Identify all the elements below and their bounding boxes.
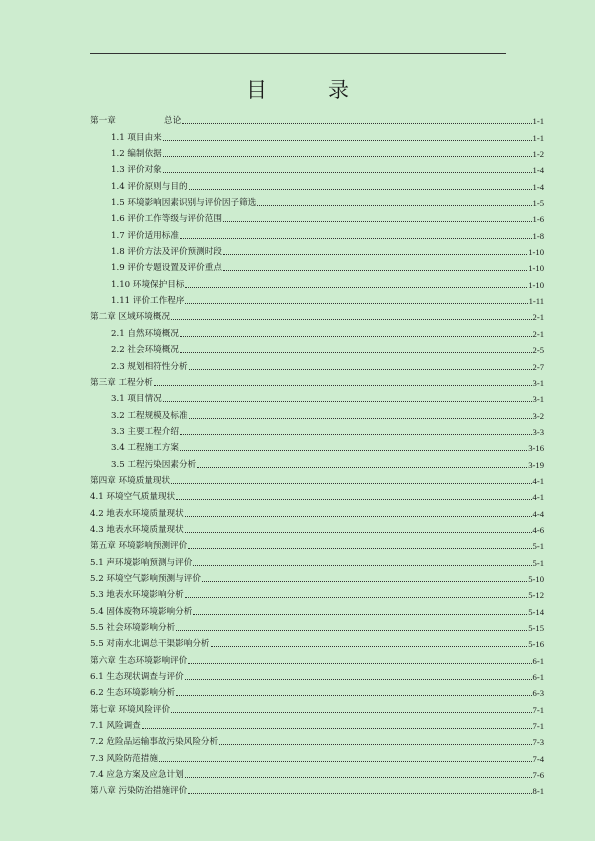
toc-entry[interactable] — [90, 175, 544, 191]
toc-entry-label: 5.5 社会环境影响分析 — [90, 623, 176, 633]
toc-leader-dots — [180, 238, 532, 239]
toc-entry[interactable] — [90, 715, 544, 731]
toc-entry-label: 5.2 环境空气影响预测与评价 — [90, 573, 201, 584]
toc-page-number: 1-4 — [532, 181, 544, 192]
toc-page-number: 7-1 — [532, 704, 544, 715]
toc-entry-label: 1.4 评价原则与目的 — [111, 181, 188, 192]
toc-entry-label: 1.5 环境影响因素识别与评价因子筛选 — [111, 198, 257, 209]
toc-page-number: 8-1 — [532, 786, 544, 797]
toc-leader-dots — [182, 123, 531, 124]
toc-page-number: 2-1 — [532, 328, 544, 339]
toc-leader-dots — [180, 450, 527, 451]
toc-entry[interactable] — [90, 143, 544, 159]
toc-entry-label: 1.3 评价对象 — [111, 165, 162, 176]
toc-page-number: 2-1 — [532, 312, 544, 323]
toc-entry[interactable] — [90, 388, 544, 404]
toc-entry-label: 5.5 对南水北调总干渠影响分析 — [90, 639, 210, 650]
toc-page-number: 1-1 — [532, 116, 544, 127]
toc-entry[interactable] — [90, 470, 544, 486]
toc-entry[interactable] — [90, 159, 544, 175]
toc-entry[interactable] — [90, 519, 544, 535]
toc-entry[interactable] — [90, 747, 544, 763]
toc-page-number: 5-1 — [532, 557, 544, 568]
page-title: 目 录 — [246, 78, 369, 102]
toc-leader-dots — [176, 695, 531, 696]
toc-entry-label: 1.10 环境保护目标 — [111, 279, 185, 290]
toc-entry[interactable] — [90, 633, 544, 649]
toc-page-number: 4-6 — [532, 524, 544, 535]
toc-leader-dots — [188, 548, 531, 549]
toc-entry-label: 1.2 编制依据 — [111, 149, 162, 160]
toc-leader-dots — [189, 418, 532, 419]
toc-page-number: 3-19 — [528, 459, 544, 470]
toc-page-number: 3-2 — [532, 410, 544, 421]
toc-entry-label: 6.1 生态现状调查与评价 — [90, 672, 184, 683]
toc-leader-dots — [154, 385, 532, 386]
toc-leader-dots — [176, 630, 527, 631]
toc-entry-label: 第三章 工程分析 — [90, 377, 153, 388]
toc-entry-label: 5.1 声环境影响预测与评价 — [90, 557, 193, 568]
toc-page-number: 5-12 — [528, 590, 544, 601]
toc-entry[interactable] — [90, 273, 544, 289]
toc-entry[interactable] — [90, 764, 544, 780]
toc-entry-label: 第二章 区域环境概况 — [90, 312, 171, 323]
toc-entry-label: 3.1 项目情况 — [111, 394, 162, 405]
toc-leader-dots — [171, 319, 531, 320]
toc-entry-label: 4.1 环境空气质量现状 — [90, 492, 176, 503]
toc-page-number: 1-10 — [528, 263, 544, 274]
toc-page-number: 1-10 — [528, 247, 544, 258]
toc-page-number: 1-2 — [532, 149, 544, 160]
header-rule — [90, 53, 506, 54]
toc-entry[interactable] — [90, 437, 544, 453]
toc-entry[interactable] — [90, 453, 544, 469]
toc-page-number: 1-1 — [532, 132, 544, 143]
toc-leader-dots — [223, 270, 527, 271]
toc-entry-label: 3.2 工程规模及标准 — [111, 410, 188, 421]
toc-leader-dots — [159, 761, 532, 762]
toc-entry[interactable] — [90, 257, 544, 273]
toc-entry-label: 6.2 生态环境影响分析 — [90, 688, 176, 699]
toc-chapter-title: 总论 — [164, 116, 182, 127]
toc-leader-dots — [189, 369, 532, 370]
toc-entry[interactable] — [90, 224, 544, 240]
toc-entry[interactable] — [90, 306, 544, 322]
toc-leader-dots — [185, 303, 527, 304]
toc-page-number: 4-1 — [532, 492, 544, 503]
toc-leader-dots — [185, 597, 527, 598]
toc-page-number: 5-15 — [528, 623, 544, 633]
toc-entry[interactable] — [90, 731, 544, 747]
toc-entry[interactable] — [90, 780, 544, 796]
toc-entry-label: 7.2 危险品运输事故污染风险分析 — [90, 737, 219, 748]
toc-entry-label: 3.5 工程污染因素分析 — [111, 459, 197, 470]
toc-page-number: 4-1 — [532, 475, 544, 486]
toc-entry-label: 7.4 应急方案及应急计划 — [90, 770, 184, 781]
toc-page-number: 2-5 — [532, 345, 544, 356]
toc-leader-dots — [219, 744, 531, 745]
toc-page-number: 7-6 — [532, 770, 544, 781]
toc-page-number: 1-5 — [532, 198, 544, 209]
toc-entry-label: 4.3 地表水环境质量现状 — [90, 524, 184, 535]
toc-leader-dots — [185, 287, 527, 288]
toc-entry-label: 5.4 固体废物环境影响分析 — [90, 606, 193, 617]
toc-leader-dots — [223, 254, 527, 255]
toc-leader-dots — [163, 156, 532, 157]
toc-leader-dots — [185, 679, 532, 680]
toc-entry[interactable] — [90, 666, 544, 682]
toc-entry[interactable] — [90, 568, 544, 584]
toc-page-number: 3-1 — [532, 377, 544, 388]
toc-page-number: 1-6 — [532, 214, 544, 225]
toc-leader-dots — [163, 140, 532, 141]
toc-entry-label: 第五章 环境影响预测评价 — [90, 541, 188, 552]
toc-leader-dots — [197, 467, 527, 468]
toc-page-number: 7-4 — [532, 753, 544, 764]
toc-entry-label: 1.6 评价工作等级与评价范围 — [111, 214, 222, 225]
toc-leader-dots — [180, 336, 532, 337]
toc-entry-label: 第六章 生态环境影响评价 — [90, 655, 188, 666]
toc-entry-label: 第七章 环境风险评价 — [90, 704, 171, 715]
toc-page-number: 1-11 — [528, 296, 544, 307]
toc-page-number: 5-14 — [528, 606, 544, 617]
toc-entry-label: 1.8 评价方法及评价预测时段 — [111, 247, 222, 258]
toc-chapter-number: 第一章 — [90, 116, 116, 127]
toc-entry-label: 1.11 评价工作程序 — [111, 296, 185, 307]
toc-entry-label: 2.3 规划相符性分析 — [111, 361, 188, 372]
toc-entry[interactable] — [90, 355, 544, 371]
toc-entry[interactable] — [90, 208, 544, 224]
toc-leader-dots — [142, 728, 532, 729]
toc-entry[interactable] — [90, 192, 544, 208]
toc-entry[interactable] — [90, 600, 544, 616]
toc-leader-dots — [180, 434, 532, 435]
toc-entry-label: 1.9 评价专题设置及评价重点 — [111, 263, 222, 274]
toc-page-number: 6-1 — [532, 672, 544, 683]
toc-leader-dots — [188, 663, 531, 664]
toc-leader-dots — [185, 532, 532, 533]
toc-leader-dots — [193, 614, 527, 615]
toc-leader-dots — [180, 352, 532, 353]
toc-entry[interactable] — [90, 682, 544, 698]
toc-leader-dots — [163, 172, 532, 173]
toc-leader-dots — [223, 221, 532, 222]
toc-page-number: 4-4 — [532, 508, 544, 519]
toc-entry[interactable] — [90, 535, 544, 551]
toc-page-number: 6-1 — [532, 655, 544, 666]
toc-leader-dots — [185, 516, 532, 517]
toc-leader-dots — [257, 205, 531, 206]
toc-page-number: 6-3 — [532, 688, 544, 699]
toc-entry-label — [90, 116, 181, 126]
toc-entry-label: 4.2 地表水环境质量现状 — [90, 508, 184, 519]
toc-entry-label: 5.3 地表水环境影响分析 — [90, 590, 184, 601]
toc-entry-label: 1.7 评价适用标准 — [111, 230, 179, 241]
toc-entry[interactable] — [90, 649, 544, 665]
toc-entry[interactable] — [90, 421, 544, 437]
toc-leader-dots — [171, 483, 531, 484]
toc-leader-dots — [211, 646, 528, 647]
toc-entry[interactable] — [90, 617, 544, 633]
toc-page-number: 1-4 — [532, 165, 544, 176]
toc-page-number: 1-10 — [528, 279, 544, 290]
toc-entry[interactable] — [90, 322, 544, 338]
toc-entry-label: 7.3 风险防范措施 — [90, 753, 158, 764]
toc-page-number: 7-1 — [532, 721, 544, 732]
toc-leader-dots — [185, 777, 532, 778]
toc-page-number: 5-1 — [532, 541, 544, 552]
toc-entry[interactable] — [90, 698, 544, 714]
table-of-contents — [90, 110, 544, 796]
toc-entry-label: 2.2 社会环境概况 — [111, 345, 179, 356]
toc-page-number: 3-3 — [532, 426, 544, 437]
toc-entry-label: 1.1 项目由来 — [111, 132, 162, 143]
toc-entry[interactable] — [90, 339, 544, 355]
toc-entry-label: 第四章 环境质量现状 — [90, 475, 171, 486]
toc-entry[interactable] — [90, 404, 544, 420]
toc-entry[interactable] — [90, 126, 544, 142]
toc-entry-label: 2.1 自然环境概况 — [111, 328, 179, 339]
toc-page-number: 5-16 — [528, 639, 544, 650]
toc-entry-label: 3.3 主要工程介绍 — [111, 426, 179, 437]
toc-leader-dots — [193, 565, 531, 566]
toc-leader-dots — [188, 793, 531, 794]
toc-page-number: 2-7 — [532, 361, 544, 372]
toc-page-number: 7-3 — [532, 737, 544, 748]
toc-leader-dots — [176, 499, 531, 500]
toc-entry[interactable] — [90, 290, 544, 306]
toc-entry[interactable] — [90, 110, 544, 126]
toc-page-number: 3-16 — [528, 443, 544, 454]
toc-leader-dots — [202, 581, 527, 582]
toc-page-number: 1-8 — [532, 230, 544, 241]
toc-entry[interactable] — [90, 584, 544, 600]
toc-page-number: 3-1 — [532, 394, 544, 405]
toc-leader-dots — [171, 712, 531, 713]
toc-entry[interactable] — [90, 241, 544, 257]
toc-entry-label: 3.4 工程施工方案 — [111, 443, 179, 454]
toc-leader-dots — [163, 401, 532, 402]
toc-entry[interactable] — [90, 486, 544, 502]
toc-entry[interactable] — [90, 372, 544, 388]
toc-entry[interactable] — [90, 551, 544, 567]
toc-leader-dots — [189, 189, 532, 190]
toc-page-number: 5-10 — [528, 573, 544, 584]
toc-entry-label: 第八章 污染防治措施评价 — [90, 786, 188, 797]
toc-entry-label: 7.1 风险调查 — [90, 721, 141, 732]
toc-entry[interactable] — [90, 502, 544, 518]
